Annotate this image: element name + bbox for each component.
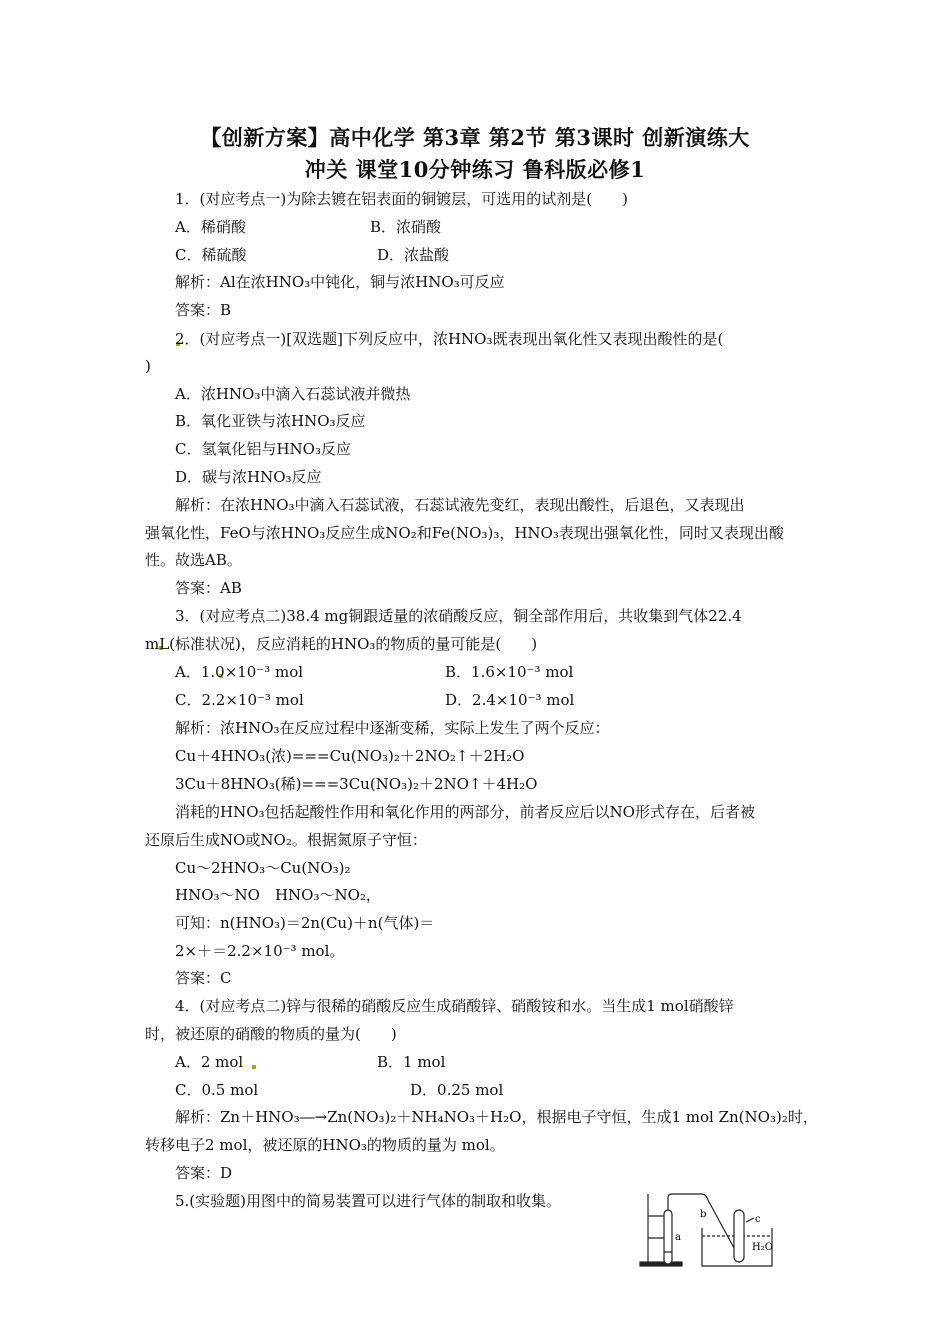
- q3-option-c: C．2.2×10⁻³ mol: [175, 691, 304, 709]
- q4-option-d: D．0.25 mol: [410, 1081, 504, 1099]
- q1-answer: 答案：B: [175, 301, 232, 319]
- q3-relation-3: 可知：n(HNO₃)＝2n(Cu)＋n(气体)＝: [175, 914, 435, 932]
- q3-relation-1: Cu～2HNO₃～Cu(NO₃)₂: [175, 859, 351, 877]
- q5-stem: 5.(实验题)用图中的简易装置可以进行气体的制取和收集。: [175, 1192, 562, 1210]
- document-title-line-2: 冲关 课堂10分钟练习 鲁科版必修1: [304, 157, 646, 182]
- q2-stem-continued: ): [145, 357, 151, 375]
- q1-stem: 1．(对应考点一)为除去镀在铝表面的铜镀层，可选用的试剂是( ): [175, 190, 628, 208]
- q1-option-c: C．稀硫酸: [175, 246, 247, 264]
- q4-stem-continued: 时，被还原的硝酸的物质的量为( ): [145, 1025, 397, 1043]
- label-b: b: [700, 1209, 707, 1220]
- q2-option-b: B．氧化亚铁与浓HNO₃反应: [175, 412, 366, 430]
- q2-option-c: C．氢氧化铝与HNO₃反应: [175, 440, 351, 458]
- q3-analysis-line-3: 还原后生成NO或NO₂。根据氮原子守恒：: [145, 831, 427, 849]
- q3-equation-1: Cu＋4HNO₃(浓)===Cu(NO₃)₂＋2NO₂↑＋2H₂O: [175, 747, 525, 765]
- q2-stem: 2．(对应考点一)[双选题]下列反应中，浓HNO₃既表现出氧化性又表现出酸性的是(: [175, 330, 724, 348]
- q4-option-a: A．2 mol: [175, 1053, 244, 1071]
- label-a: a: [675, 1232, 681, 1243]
- q2-answer: 答案：AB: [175, 579, 242, 597]
- q3-stem: 3．(对应考点二)38.4 mg铜跟适量的浓硝酸反应，铜全部作用后，共收集到气体22.4: [175, 607, 742, 625]
- q2-analysis-line-1: 解析：在浓HNO₃中滴入石蕊试液，石蕊试液先变红，表现出酸性，后退色，又表现出: [175, 496, 745, 514]
- q3-option-d: D．2.4×10⁻³ mol: [445, 691, 575, 709]
- q3-option-b: B．1.6×10⁻³ mol: [445, 663, 574, 681]
- q4-stem: 4．(对应考点二)锌与很稀的硝酸反应生成硝酸锌、硝酸铵和水。当生成1 mol硝酸锌: [175, 997, 734, 1015]
- q1-analysis: 解析：Al在浓HNO₃中钝化，铜与浓HNO₃可反应: [175, 273, 505, 291]
- q4-option-c: C．0.5 mol: [175, 1081, 259, 1099]
- q3-option-a: A．1.0×10⁻³ mol: [175, 663, 304, 681]
- label-c: c: [755, 1214, 761, 1225]
- label-h2o: H₂O: [752, 1242, 773, 1253]
- q3-analysis-line-2: 消耗的HNO₃包括起酸性作用和氧化作用的两部分，前者反应后以NO形式存在，后者被: [175, 803, 755, 821]
- q2-option-d: D．碳与浓HNO₃反应: [175, 468, 322, 486]
- q4-option-b: B．1 mol: [377, 1053, 446, 1071]
- q4-analysis-line-1: 解析：Zn＋HNO₃―→Zn(NO₃)₂＋NH₄NO₃＋H₂O，根据电子守恒，生成1 mol Zn(NO₃)₂时，: [175, 1108, 818, 1126]
- q3-equation-2: 3Cu＋8HNO₃(稀)===3Cu(NO₃)₂＋2NO↑＋4H₂O: [175, 775, 538, 793]
- q2-option-a: A．浓HNO₃中滴入石蕊试液并微热: [175, 385, 411, 403]
- q3-relation-4: 2×＋＝2.2×10⁻³ mol。: [175, 942, 345, 960]
- q4-analysis-line-2: 转移电子2 mol，被还原的HNO₃的物质的量为 mol。: [145, 1136, 505, 1154]
- q1-option-b: B．浓硝酸: [370, 218, 442, 236]
- q2-analysis-line-3: 性。故选AB。: [145, 551, 242, 569]
- q4-answer: 答案：D: [175, 1164, 233, 1182]
- gas-collection-apparatus-figure: [638, 1190, 788, 1270]
- q3-analysis-line-1: 解析：浓HNO₃在反应过程中逐渐变稀，实际上发生了两个反应：: [175, 719, 610, 737]
- q3-answer: 答案：C: [175, 969, 232, 987]
- q1-option-d: D．浓盐酸: [377, 246, 450, 264]
- q3-stem-continued: mL(标准状况)，反应消耗的HNO₃的物质的量可能是( ): [145, 635, 538, 653]
- mark-dot: [252, 1065, 256, 1069]
- q3-relation-2: HNO₃～NO HNO₃～NO₂，: [175, 886, 381, 904]
- q2-analysis-line-2: 强氧化性，FeO与浓HNO₃反应生成NO₂和Fe(NO₃)₃，HNO₃表现出强氧化性，同时又表现出酸: [145, 524, 784, 542]
- document-title-line-1: 【创新方案】高中化学 第3章 第2节 第3课时 创新演练大: [200, 125, 750, 150]
- q1-option-a: A．稀硝酸: [175, 218, 246, 236]
